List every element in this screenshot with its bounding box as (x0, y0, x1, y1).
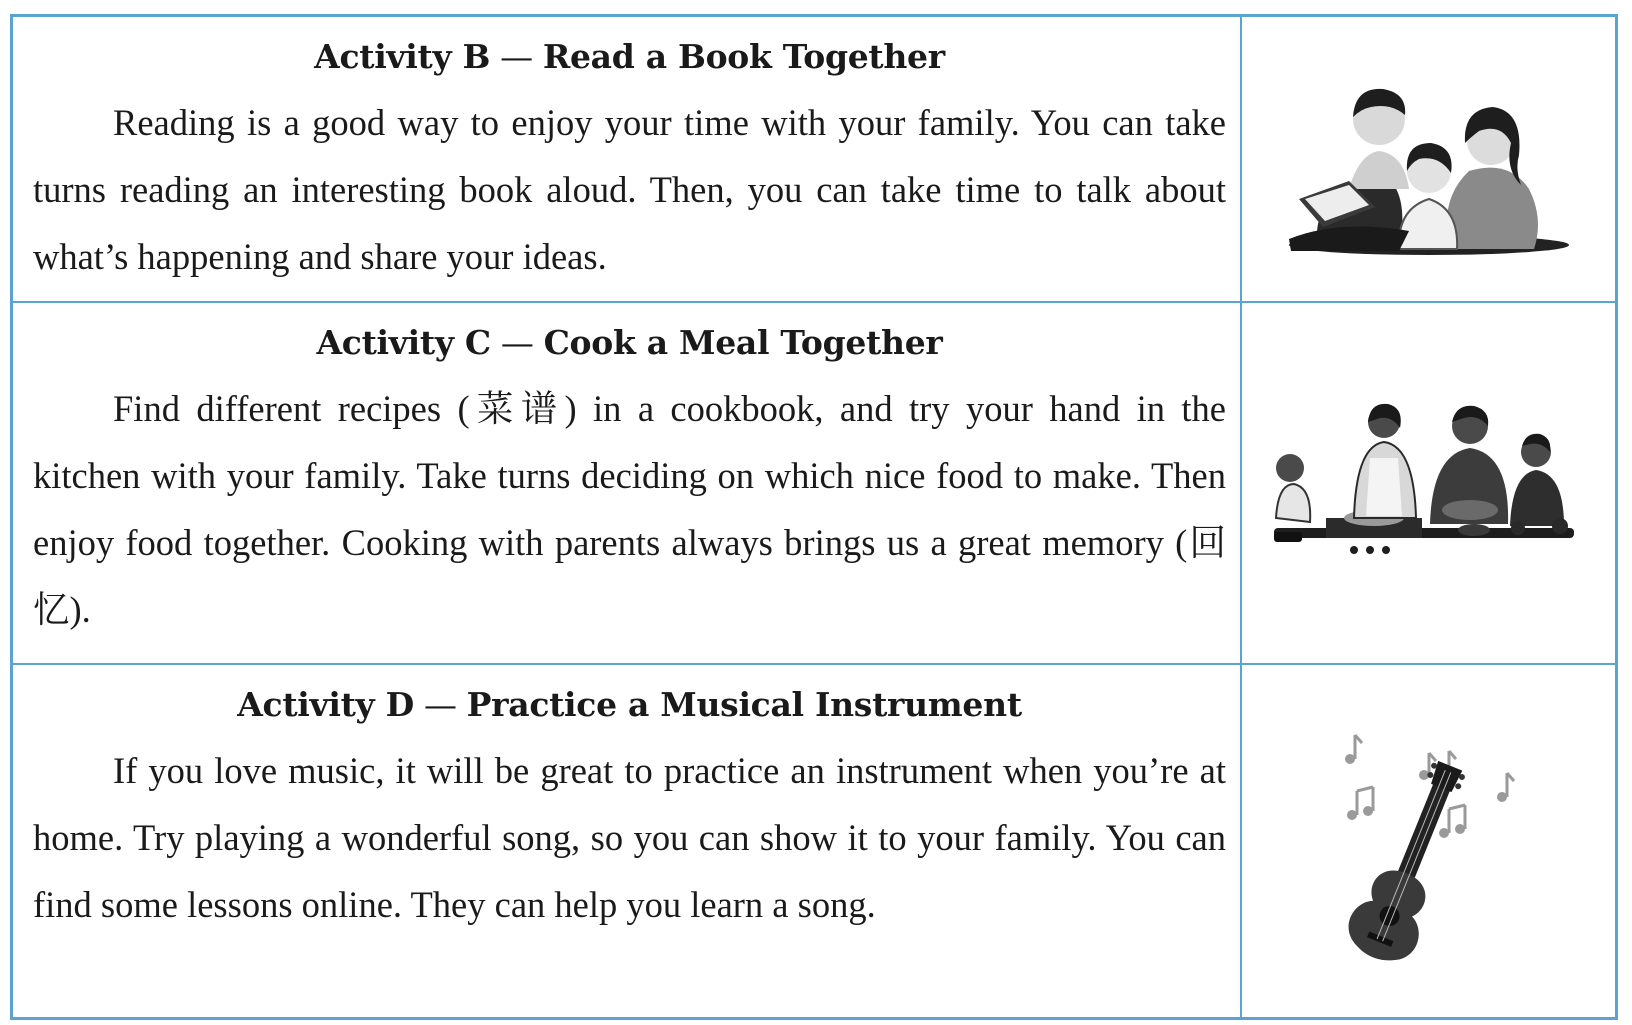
activity-d-title (33, 679, 1226, 731)
activity-d-row (13, 663, 1615, 1020)
activity-c-heading: Cook a Meal Together (543, 323, 943, 362)
activities-table (10, 14, 1618, 1020)
activity-c-title (33, 317, 1226, 369)
activity-b-image-cell (1242, 17, 1615, 301)
activity-b-title (33, 31, 1226, 83)
activity-d-text-cell (13, 665, 1242, 1020)
activity-c-row (13, 301, 1615, 663)
activity-c-text-cell (13, 303, 1242, 663)
family-cooking-icon (1274, 398, 1584, 568)
music-note-icon (1347, 787, 1373, 820)
music-note-icon (1345, 735, 1362, 764)
music-note-icon (1497, 773, 1514, 802)
activity-d-label: Activity D (237, 685, 414, 724)
activity-c-image-cell (1242, 303, 1615, 663)
activity-c-label: Activity C (316, 323, 491, 362)
title-dash: — (423, 685, 457, 724)
guitar-music-icon (1334, 723, 1524, 963)
music-note-icon (1439, 805, 1465, 838)
activity-b-label: Activity B (314, 37, 491, 76)
activity-d-heading: Practice a Musical Instrument (466, 685, 1022, 724)
family-reading-icon (1279, 59, 1579, 259)
activity-b-paragraph: Reading is a good way to enjoy your time with your family. You can take turns reading an interesting book aloud. Then, you can take time to talk about what’s happening and share your ideas. (33, 102, 1226, 277)
title-dash: — (500, 37, 533, 76)
activity-b-text-cell (13, 17, 1242, 301)
activity-d-image-cell (1242, 665, 1615, 1020)
title-dash: — (500, 323, 534, 362)
activity-c-paragraph: Find different recipes (菜谱) in a cookbook, and try your hand in the kitchen with your family. Take turns deciding on which nice food to make. Then enjoy food together. Cooking with parents always brings us a great memory (回忆). (33, 388, 1226, 630)
activity-d-paragraph: If you love music, it will be great to practice an instrument when you’re at home. Try playing a wonderful song, so you can show it to your family. You can find some lessons online. They can help you learn a song. (33, 750, 1226, 925)
activity-b-row (13, 17, 1615, 301)
activity-b-heading: Read a Book Together (542, 37, 945, 76)
